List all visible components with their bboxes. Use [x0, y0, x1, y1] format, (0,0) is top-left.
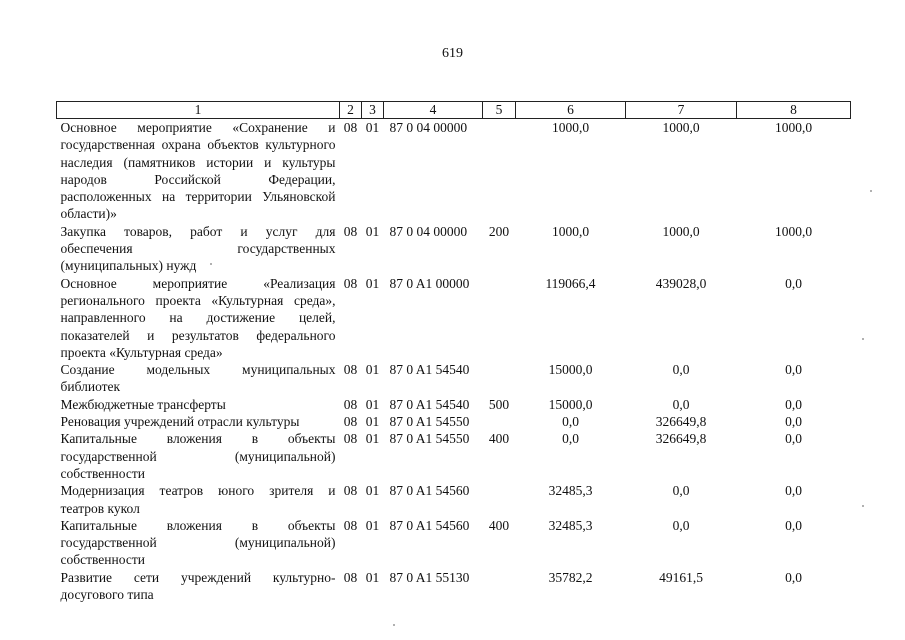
- row-c5-cell: [483, 119, 516, 223]
- scan-speck: [210, 263, 212, 265]
- row-c3-cell: 01: [365, 431, 380, 447]
- row-c3-cell: 01: [365, 414, 380, 430]
- row-c2-cell: 08: [343, 120, 358, 135]
- row-c2-cell: 08: [343, 414, 358, 430]
- row-c7-cell: 49161,5: [659, 569, 703, 585]
- row-c3-cell: 01: [365, 120, 380, 135]
- row-c6-cell: 15000,0: [548, 362, 593, 378]
- table-row: [57, 361, 851, 396]
- table-row: [57, 517, 851, 569]
- row-c6-cell: 1000,0: [551, 223, 590, 239]
- row-name-cell: Капитальные вложения в объекты государственной (муниципальной) собственности: [60, 517, 336, 568]
- row-c2-cell: 08: [343, 569, 358, 585]
- row-c8-cell: 0,0: [785, 275, 802, 291]
- row-c7-cell: 326649,8: [655, 431, 707, 447]
- row-c5-cell: [483, 482, 516, 517]
- row-c4-cell: 87 0 04 00000: [389, 120, 468, 135]
- row-name-cell: Основное мероприятие «Реализация регионального проекта «Культурная среда», направленного на достижение целей, показателей и результатов федерального проекта «Культурная среда»: [60, 275, 336, 360]
- table-row: [57, 119, 851, 223]
- scan-speck: [862, 505, 864, 507]
- row-c4-cell: 87 0 A1 54550: [389, 431, 470, 447]
- row-c3-cell: 01: [365, 517, 380, 533]
- row-c6-cell: 15000,0: [548, 396, 593, 412]
- row-c3-cell: 01: [365, 569, 380, 585]
- row-c2-cell: 08: [343, 223, 358, 239]
- row-c7-cell: 439028,0: [655, 275, 707, 291]
- row-c6-cell: 32485,3: [548, 517, 593, 533]
- row-c5-cell: 400: [488, 517, 510, 533]
- header-row: [57, 102, 851, 119]
- row-c7-cell: 0,0: [672, 362, 690, 378]
- table-row: [57, 396, 851, 413]
- row-name-cell: Развитие сети учреждений культурно-досугового типа: [60, 569, 336, 603]
- row-name-cell: Закупка товаров, работ и услуг для обеспечения государственных (муниципальных) нужд: [60, 223, 336, 274]
- row-name-cell: Создание модельных муниципальных библиотек: [60, 362, 336, 395]
- row-c3-cell: 01: [365, 396, 380, 412]
- row-c4-cell: 87 0 A1 54560: [389, 517, 470, 533]
- row-c6-cell: 0,0: [562, 431, 579, 447]
- table-row: [57, 430, 851, 482]
- row-c4-cell: 87 0 04 00000: [389, 223, 468, 239]
- row-c5-cell: [483, 569, 516, 604]
- column-header: 2: [340, 102, 362, 119]
- table-body: [57, 119, 851, 604]
- row-name-cell: Реновация учреждений отрасли культуры: [60, 414, 300, 430]
- table-row: [57, 482, 851, 517]
- row-c8-cell: 0,0: [785, 362, 802, 378]
- row-c8-cell: 0,0: [785, 396, 802, 412]
- row-c4-cell: 87 0 A1 55130: [389, 569, 470, 585]
- column-header: 3: [362, 102, 384, 119]
- scan-speck: [393, 624, 395, 626]
- row-c5-cell: [483, 361, 516, 396]
- row-c3-cell: 01: [365, 223, 380, 239]
- column-header: 4: [384, 102, 483, 119]
- row-c6-cell: 119066,4: [545, 275, 596, 291]
- row-c8-cell: 0,0: [785, 431, 802, 447]
- row-c3-cell: 01: [365, 483, 380, 499]
- row-c3-cell: 01: [365, 275, 380, 291]
- row-c2-cell: 08: [343, 396, 358, 412]
- row-c8-cell: 0,0: [785, 414, 802, 430]
- row-c4-cell: 87 0 A1 54560: [389, 483, 470, 499]
- row-c2-cell: 08: [343, 362, 358, 378]
- row-c7-cell: 326649,8: [655, 414, 707, 430]
- page-number: 619: [442, 46, 463, 61]
- row-c6-cell: 32485,3: [548, 483, 593, 499]
- row-c8-cell: 0,0: [785, 569, 802, 585]
- column-header: 1: [57, 102, 340, 119]
- row-c8-cell: 0,0: [785, 517, 802, 533]
- row-c7-cell: 0,0: [672, 517, 690, 533]
- budget-table: [56, 101, 851, 603]
- table-row: [57, 569, 851, 604]
- row-c2-cell: 08: [343, 517, 358, 533]
- column-header: 6: [516, 102, 626, 119]
- table-header: [57, 102, 851, 119]
- table-row: [57, 223, 851, 275]
- row-c3-cell: 01: [365, 362, 380, 378]
- scan-speck: [870, 190, 872, 192]
- row-c2-cell: 08: [343, 275, 358, 291]
- row-c4-cell: 87 0 A1 54540: [389, 362, 470, 378]
- row-c8-cell: 1000,0: [774, 223, 813, 239]
- scan-speck: [862, 338, 864, 340]
- row-c7-cell: 0,0: [672, 483, 690, 499]
- row-c7-cell: 0,0: [672, 396, 690, 412]
- row-c7-cell: 1000,0: [662, 120, 700, 135]
- row-c6-cell: 35782,2: [548, 569, 593, 585]
- column-header: 7: [626, 102, 737, 119]
- row-c2-cell: 08: [343, 431, 358, 447]
- row-c4-cell: 87 0 A1 54540: [389, 396, 470, 412]
- row-c6-cell: 1000,0: [551, 120, 590, 135]
- row-c5-cell: [483, 275, 516, 361]
- row-name-cell: Капитальные вложения в объекты государственной (муниципальной) собственности: [60, 431, 336, 481]
- row-c5-cell: 500: [488, 396, 510, 412]
- row-c7-cell: 1000,0: [662, 223, 700, 239]
- row-c4-cell: 87 0 A1 54550: [389, 414, 470, 430]
- column-header: 5: [483, 102, 516, 119]
- row-name-cell: Межбюджетные трансферты: [60, 396, 226, 412]
- row-c4-cell: 87 0 A1 00000: [389, 275, 470, 291]
- row-c6-cell: 0,0: [562, 414, 579, 430]
- row-c5-cell: [483, 413, 516, 430]
- row-c8-cell: 1000,0: [774, 120, 813, 135]
- row-c8-cell: 0,0: [785, 483, 802, 499]
- column-header: 8: [737, 102, 851, 119]
- table-row: [57, 275, 851, 361]
- table-row: [57, 413, 851, 430]
- row-name-cell: Модернизация театров юного зрителя и театров кукол: [60, 483, 336, 516]
- row-c5-cell: 400: [488, 431, 510, 447]
- row-name-cell: Основное мероприятие «Сохранение и государственная охрана объектов культурного наследия (памятников истории и культуры народов Российской Федерации, расположенных на территории Ульяновской области)»: [60, 120, 336, 222]
- row-c2-cell: 08: [343, 483, 358, 499]
- row-c5-cell: 200: [488, 223, 510, 239]
